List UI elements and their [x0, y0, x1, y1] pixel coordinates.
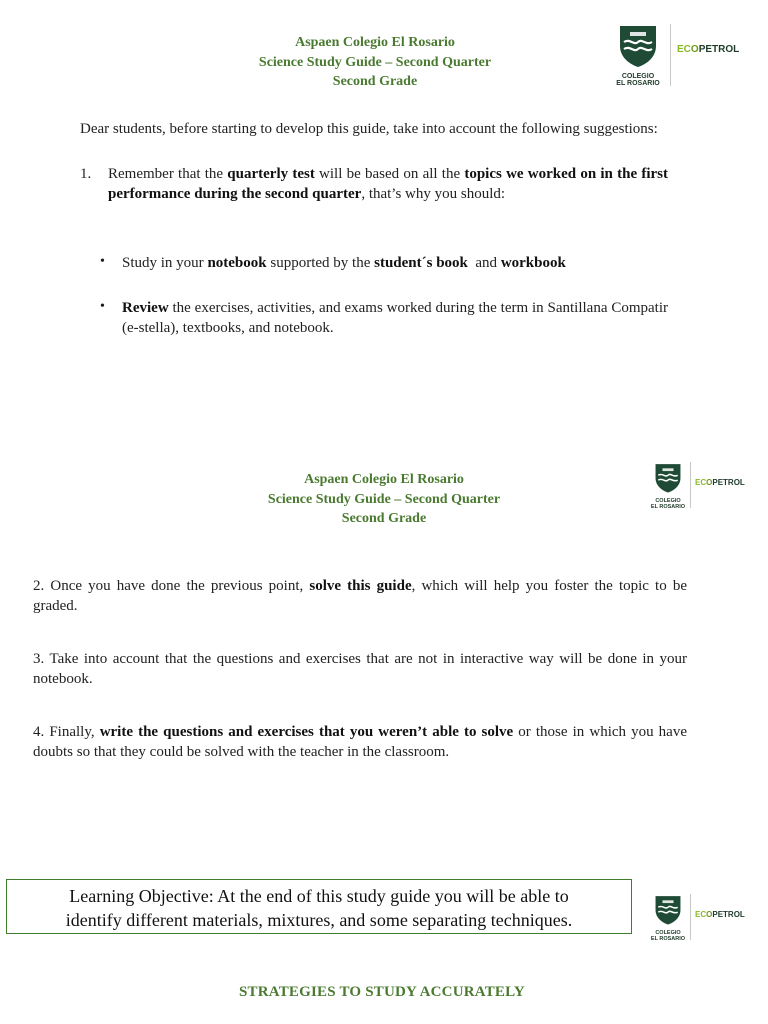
crest-shield-icon [612, 24, 664, 68]
intro-greeting: Dear students, before starting to develop this guide, take into account the following suggestions: [80, 121, 658, 137]
bullet-item-1: Study in your notebook supported by the student´s book and workbook [122, 255, 566, 271]
logo-group-2 [650, 462, 745, 511]
learning-objective-box [6, 879, 632, 934]
crest-line1: COLEGIO [621, 73, 655, 80]
logo-divider [690, 894, 691, 940]
school-crest-logo [650, 462, 686, 511]
logo-divider [690, 462, 691, 508]
guide-title: Science Study Guide – Second Quarter [258, 54, 492, 70]
crest-line2: EL ROSARIO [616, 80, 660, 88]
grade-label: Second Grade [341, 511, 427, 526]
list-item-1-number: 1. [80, 166, 92, 182]
grade-label: Second Grade [332, 74, 418, 89]
school-name: Aspaen Colegio El Rosario [295, 35, 455, 50]
crest-line2: EL ROSARIO [650, 935, 686, 942]
crest-line1: COLEGIO [655, 498, 681, 504]
point-2: 2. Once you have done the previous point, solve this guide, which will help you foster the topic to be graded. [33, 578, 687, 614]
school-crest-logo [650, 894, 686, 943]
logo-divider [670, 24, 671, 86]
list-item-1: Remember that the quarterly test will be based on all the topics we worked on in the first performance during the second quarter, that’s why you should: [108, 166, 668, 202]
crest-line2: EL ROSARIO [650, 503, 686, 510]
point-3: 3. Take into account that the questions and exercises that are not in interactive way will be done in your notebook. [33, 651, 687, 687]
header-block-1 [150, 33, 600, 92]
school-name: Aspaen Colegio El Rosario [304, 472, 464, 487]
school-crest-logo [612, 24, 664, 88]
header-block-2 [159, 470, 609, 529]
logo-group-3 [650, 894, 745, 943]
bullet-1-marker: • [100, 254, 105, 269]
bullet-item-2: Review the exercises, activities, and exams worked during the term in Santillana Compatir (e-stella), textbooks, and notebook. [122, 300, 668, 336]
strategies-heading: STRATEGIES TO STUDY ACCURATELY [239, 984, 525, 1000]
crest-shield-icon [650, 462, 686, 494]
logo-group-1 [612, 24, 739, 88]
point-4: 4. Finally, write the questions and exercises that you weren’t able to solve or those in which you have doubts so that they could be solved with the teacher in the classroom. [33, 724, 687, 760]
ecopetrol-logo: ECOPETROL [677, 44, 740, 55]
crest-line1: COLEGIO [655, 930, 681, 936]
crest-shield-icon [650, 894, 686, 926]
objective-line-2: identify different materials, mixtures, and some separating techniques. [65, 910, 573, 930]
guide-title: Science Study Guide – Second Quarter [267, 491, 501, 507]
ecopetrol-logo: ECOPETROL [695, 478, 745, 487]
objective-line-1: Learning Objective: At the end of this study guide you will be able to [69, 886, 569, 906]
ecopetrol-logo: ECOPETROL [695, 910, 745, 919]
bullet-2-marker: • [100, 299, 105, 314]
